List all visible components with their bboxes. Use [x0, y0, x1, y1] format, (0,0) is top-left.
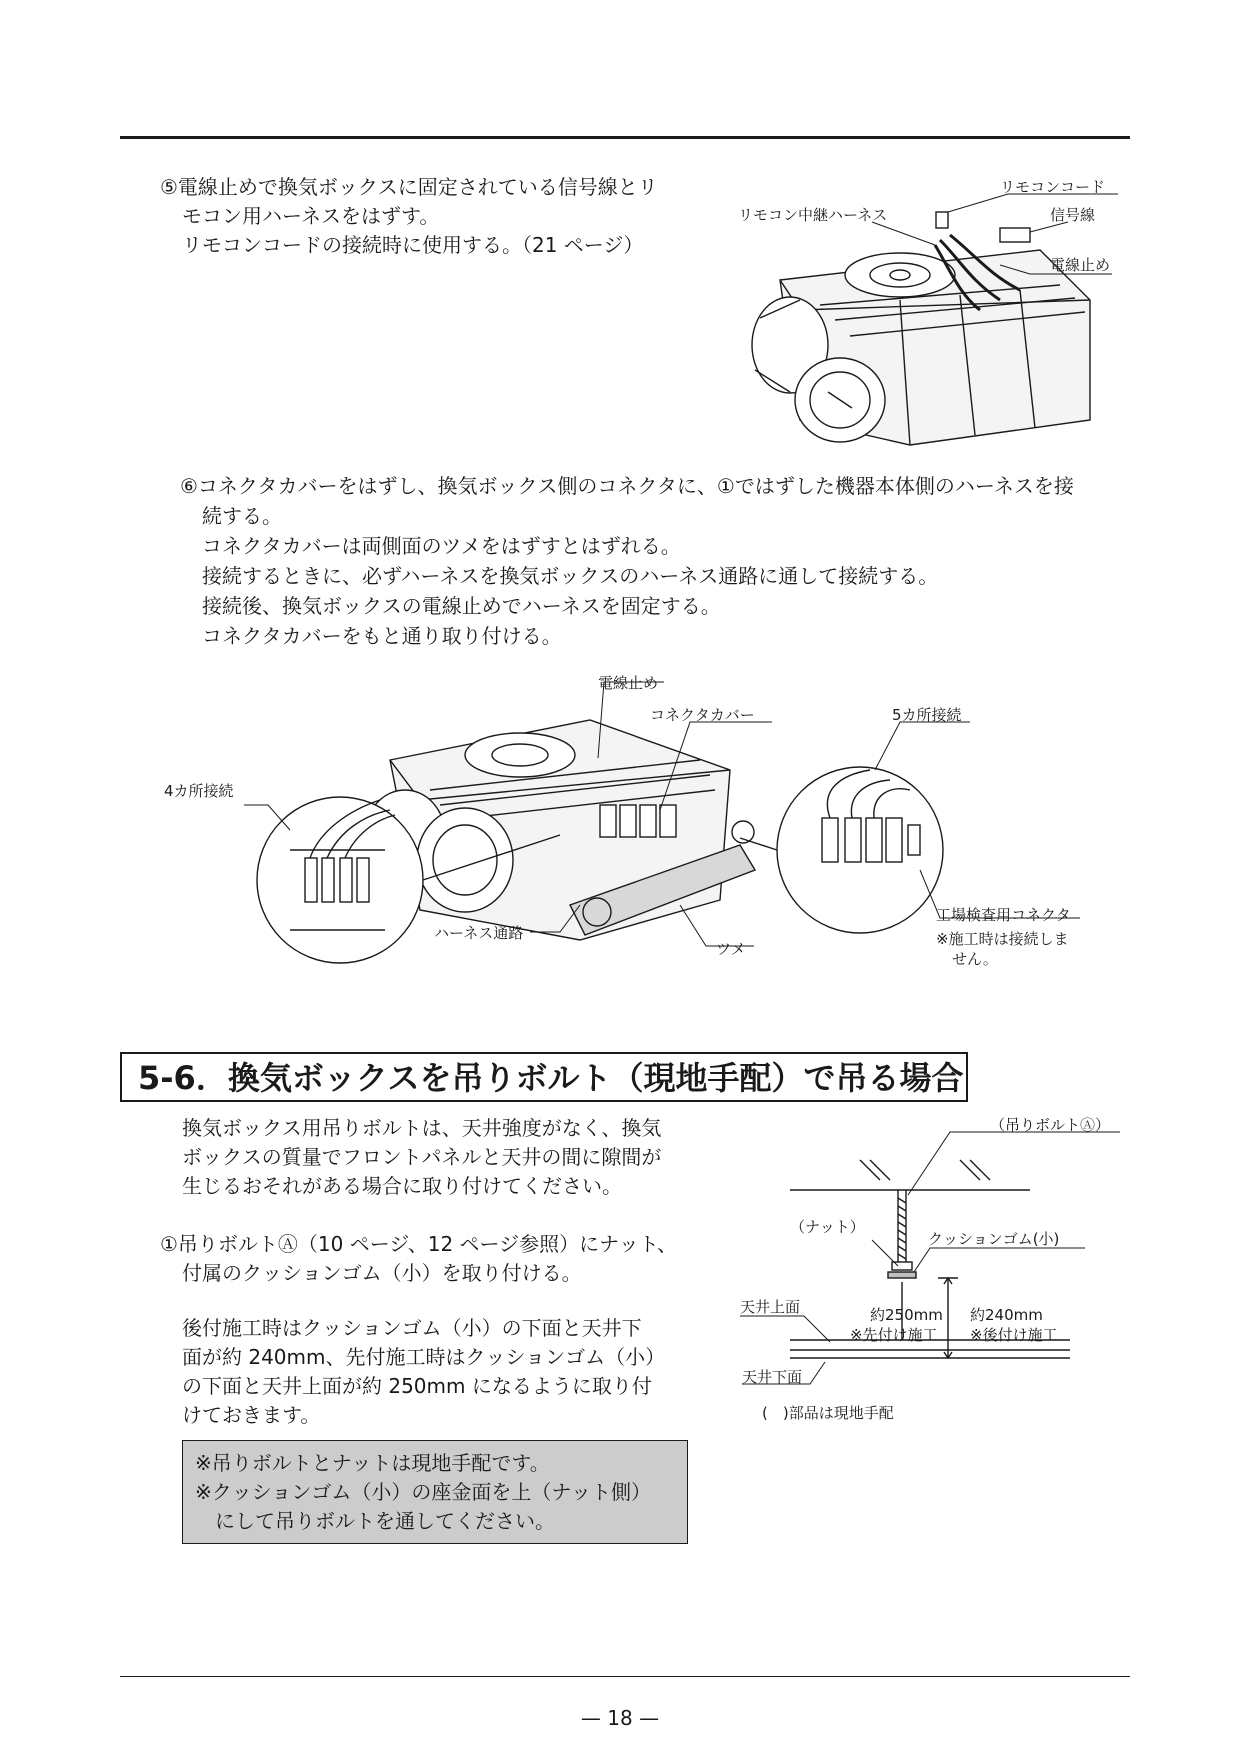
section-title: 5-6．換気ボックスを吊りボルト（現地手配）で吊る場合: [138, 1059, 964, 1097]
fig3-label-nut: （ナット）: [790, 1218, 865, 1236]
step5-line1: ⑤電線止めで換気ボックスに固定されている信号線とリ: [160, 175, 658, 199]
fig2-label-five-connections: 5カ所接続: [892, 706, 962, 724]
fig3-label-bolt: （吊りボルトⒶ）: [990, 1116, 1111, 1134]
step6-line2: 続する。: [202, 504, 282, 528]
section-heading-box: [120, 1052, 968, 1102]
fig3-bolt-diagram: [740, 1132, 1120, 1384]
fig2-label-connector-cover: コネクタカバー: [650, 706, 755, 724]
intro-line1: 換気ボックス用吊りボルトは、天井強度がなく、換気: [182, 1116, 662, 1140]
fig3-label-ceiling-bottom: 天井下面: [742, 1368, 803, 1386]
footer-rule: [120, 1676, 1130, 1677]
intro-line3: 生じるおそれがある場合に取り付けてください。: [182, 1174, 622, 1198]
step6-line5: 接続後、換気ボックスの電線止めでハーネスを固定する。: [202, 594, 721, 618]
fig3-label-cushion: クッションゴム(小): [928, 1230, 1060, 1248]
step1-detail-line3: の下面と天井上面が約 250mm になるように取り付: [182, 1374, 652, 1398]
fig3-label-pre-install: ※先付け施工: [850, 1326, 938, 1344]
fig2-label-note-line2: せん。: [952, 950, 998, 968]
step1-line1: ①吊りボルトⒶ（10 ページ、12 ページ参照）にナット、: [160, 1232, 677, 1256]
fig1-label-wire-clamp: 電線止め: [1050, 256, 1111, 274]
fig3-label-post-install: ※後付け施工: [970, 1326, 1058, 1344]
fig3-label-parts-note: ( )部品は現地手配: [762, 1404, 894, 1422]
fig1-label-signal-wire: 信号線: [1050, 206, 1096, 224]
fig2-label-note-line1: ※施工時は接続しま: [936, 930, 1069, 948]
step1-detail-line1: 後付施工時はクッションゴム（小）の下面と天井下: [182, 1316, 642, 1340]
fig3-label-ceiling-top: 天井上面: [740, 1298, 801, 1316]
fig2-label-factory-connector: 工場検査用コネクタ: [936, 906, 1071, 924]
fig2-label-wire-clamp: 電線止め: [598, 674, 659, 692]
step1-line2: 付属のクッションゴム（小）を取り付ける。: [182, 1261, 582, 1285]
step6-line1: ⑥コネクタカバーをはずし、換気ボックス側のコネクタに、①ではずした機器本体側のハーネスを接: [180, 474, 1074, 498]
note-line1: ※吊りボルトとナットは現地手配です。: [195, 1451, 550, 1475]
step6-line6: コネクタカバーをもと通り取り付ける。: [202, 624, 562, 648]
note-line2: ※クッションゴム（小）の座金面を上（ナット側）: [195, 1480, 651, 1504]
fig3-label-dim-250: 約250mm: [870, 1306, 943, 1324]
intro-line2: ボックスの質量でフロントパネルと天井の間に隙間が: [182, 1145, 662, 1169]
step6-line4: 接続するときに、必ずハーネスを換気ボックスのハーネス通路に通して接続する。: [202, 564, 939, 588]
fig1-label-remote-cord: リモコンコード: [1000, 178, 1106, 196]
page-number: — 18 —: [580, 1706, 660, 1730]
step5-line2: モコン用ハーネスをはずす。: [182, 204, 440, 228]
step1-detail-line4: けておきます。: [182, 1403, 321, 1427]
fig2-label-tab: ツメ: [716, 940, 746, 958]
fig2-label-four-connections: 4カ所接続: [164, 782, 234, 800]
fig3-label-dim-240: 約240mm: [970, 1306, 1043, 1324]
note-box: [182, 1440, 688, 1544]
note-line3: にして吊りボルトを通してください。: [215, 1509, 555, 1533]
step5-line3: リモコンコードの接続時に使用する。（21 ページ）: [182, 233, 644, 257]
step6-line3: コネクタカバーは両側面のツメをはずすとはずれる。: [202, 534, 681, 558]
fig1-label-relay-harness: リモコン中継ハーネス: [738, 206, 888, 224]
fig2-label-harness-path: ハーネス通路: [434, 924, 524, 942]
step1-detail-line2: 面が約 240mm、先付施工時はクッションゴム（小）: [182, 1345, 666, 1369]
fig1-ventilation-box-drawing: [752, 194, 1118, 445]
